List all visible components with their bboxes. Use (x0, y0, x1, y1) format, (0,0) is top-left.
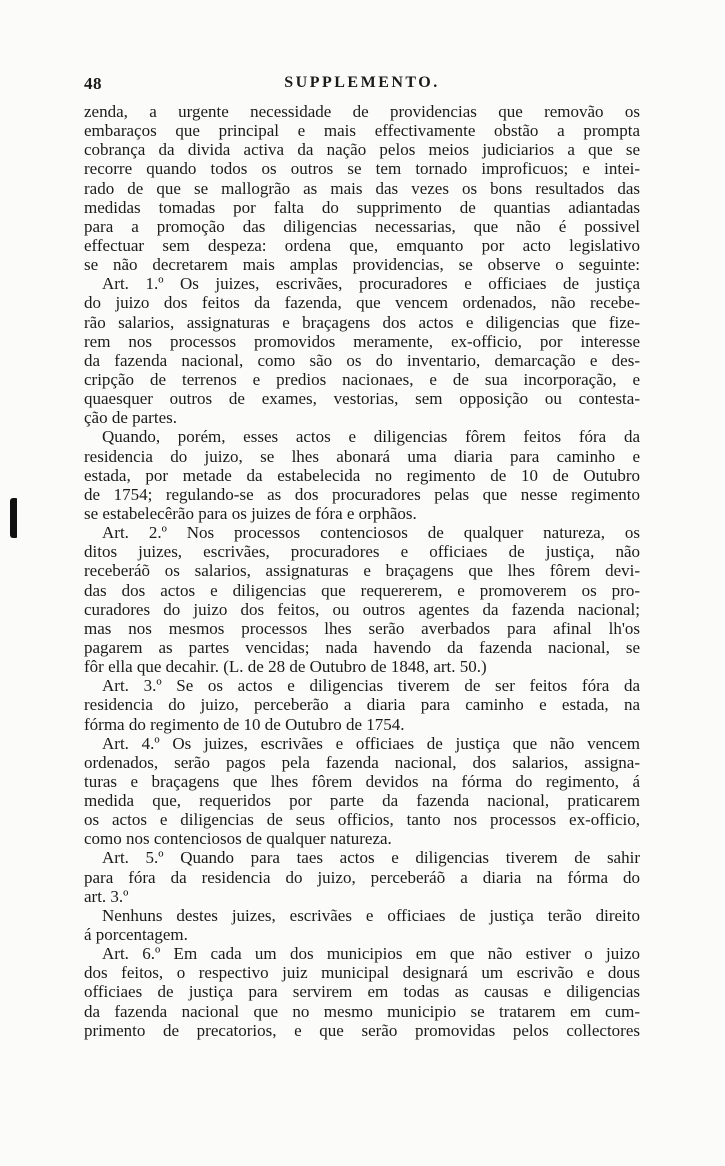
article-1-start: Art. 1.º Os juizes, escrivães, procuradores e officiaes de justiça (102, 274, 640, 294)
text-line: das dos actos e diligencias que requererem, e promoverem os pro- (84, 580, 640, 600)
text-line: estada, por metade da estabelecida no regimento de 10 de Outubro (84, 465, 640, 485)
text-line: rado de que se mallogrão as mais das vezes os bons resultados das (84, 178, 640, 198)
text-line: medidas tomadas por falta do supprimento de quantias adiantadas (84, 197, 640, 217)
text-line: fórma do regimento de 10 de Outubro de 1754. (84, 714, 405, 734)
text-line: dos feitos, o respectivo juiz municipal designará um escrivão e dous (84, 963, 640, 983)
text-line: rem nos processos promovidos meramente, ex-officio, por interesse (84, 331, 640, 351)
text-line: turas e braçagens que lhes fôrem devidos na fórma do regimento, á (84, 771, 640, 791)
text-line: residencia do juizo, perceberão a diaria para caminho e estada, na (84, 695, 640, 715)
text-line: os actos e diligencias de seus officios, tanto nos processos ex-officio, (84, 810, 640, 830)
text-line: se estabelecêrão para os juizes de fóra e orphãos. (84, 503, 417, 523)
text-line: residencia do juizo, se lhes abonará uma diaria para caminho e (84, 446, 640, 466)
article-3-start: Art. 3.º Se os actos e diligencias tiverem de ser feitos fóra da (102, 676, 640, 696)
text-line: de 1754; regulando-se as dos procuradores pelas que nesse regimento (84, 484, 640, 504)
text-line: effectuar sem despeza: ordena que, emquanto por acto legislativo (84, 235, 640, 255)
text-line: quaesquer outros de exames, vestorias, sem opposição ou contesta- (84, 389, 640, 409)
text-line: cobrança da divida activa da nação pelos meios judiciarios a que se (84, 140, 640, 160)
body-text (84, 102, 640, 1040)
text-line: primento de precatorios, e que serão promovidas pelos collectores (84, 1020, 640, 1040)
text-line: curadores do juizo dos feitos, ou outros agentes da fazenda nacional; (84, 599, 640, 619)
page-header (84, 74, 640, 96)
page-edge-mark (10, 498, 17, 538)
text-line: officiaes de justiça para servirem em todas as causas e diligencias (84, 982, 640, 1002)
text-line: ção de partes. (84, 408, 177, 428)
text-line: se não decretarem mais amplas providencias, se observe o seguinte: (84, 255, 640, 275)
text-line: receberáõ os salarios, assignaturas e braçagens que lhes fôrem devi- (84, 561, 640, 581)
text-line: cripção de terrenos e predios nacionaes, e de sua incorporação, e (84, 369, 640, 389)
article-6-start: Art. 6.º Em cada um dos municipios em que não estiver o juizo (102, 944, 640, 964)
text-line: á porcentagem. (84, 925, 188, 945)
text-line: medida que, requeridos por parte da fazenda nacional, praticarem (84, 791, 640, 811)
text-line: art. 3.º (84, 886, 129, 906)
page-number: 48 (84, 74, 102, 93)
text-line: ditos juizes, escrivães, procuradores e officiaes de justiça, não (84, 542, 640, 562)
text-line: para fóra da residencia do juizo, perceberáõ a diaria na fórma do (84, 867, 640, 887)
text-line: do juizo dos feitos da fazenda, que vencem ordenados, não recebe- (84, 293, 640, 313)
running-title: SUPPLEMENTO. (284, 74, 440, 91)
article-2-start: Art. 2.º Nos processos contenciosos de qualquer natureza, os (102, 523, 640, 543)
text-line: como nos contenciosos de qualquer natureza. (84, 829, 392, 849)
paragraph-start: Quando, porém, esses actos e diligencias fôrem feitos fóra da (102, 427, 640, 447)
paragraph-start: Nenhuns destes juizes, escrivães e officiaes de justiça terão direito (102, 905, 640, 925)
text-line: fôr ella que decahir. (L. de 28 de Outubro de 1848, art. 50.) (84, 657, 487, 677)
text-line: zenda, a urgente necessidade de providencias que removão os (84, 102, 640, 121)
text-line: mas nos mesmos processos lhes serão averbados para afinal lh'os (84, 618, 640, 638)
text-line: pagarem as partes vencidas; nada havendo da fazenda nacional, se (84, 637, 640, 657)
text-line: rão salarios, assignaturas e braçagens dos actos e diligencias que fize- (84, 312, 640, 332)
text-line: da fazenda nacional, como são os do inventario, demarcação e des- (84, 350, 640, 370)
article-5-start: Art. 5.º Quando para taes actos e diligencias tiverem de sahir (102, 848, 640, 868)
text-line: da fazenda nacional que no mesmo municipio se tratarem em cum- (84, 1001, 640, 1021)
article-4-start: Art. 4.º Os juizes, escrivães e officiaes de justiça que não vencem (102, 733, 640, 753)
text-line: ordenados, serão pagos pela fazenda nacional, dos salarios, assigna- (84, 752, 640, 772)
text-line: recorre quando todos os outros se tem tornado improficuos; e intei- (84, 159, 640, 179)
text-line: para a promoção das diligencias necessarias, que não é possivel (84, 216, 640, 236)
text-line: embaraços que principal e mais effectivamente obstão a prompta (84, 121, 640, 141)
